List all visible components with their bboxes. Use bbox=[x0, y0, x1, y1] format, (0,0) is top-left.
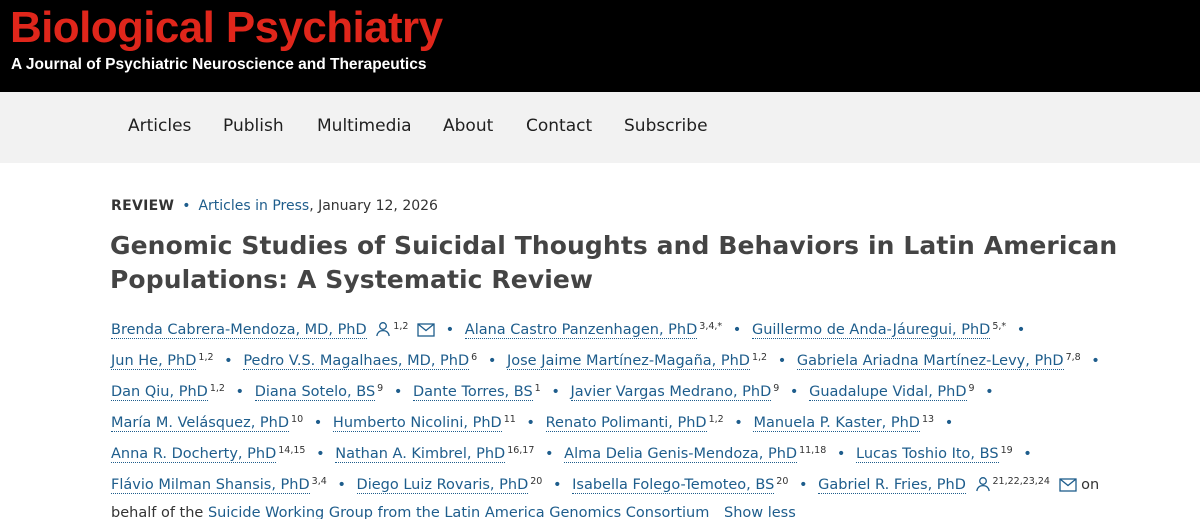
author-separator: • bbox=[1091, 353, 1100, 369]
author-separator: • bbox=[393, 384, 403, 400]
author-line bbox=[111, 499, 1186, 519]
author-separator: • bbox=[734, 415, 743, 431]
author-affiliation: 1 bbox=[534, 383, 541, 394]
author-list bbox=[111, 313, 1186, 519]
author-affiliation: 3,4 bbox=[311, 476, 327, 487]
author-separator: • bbox=[552, 477, 562, 493]
author-separator: • bbox=[316, 446, 325, 462]
person-icon[interactable] bbox=[975, 476, 991, 492]
author-affiliation: 6 bbox=[471, 352, 478, 363]
author-name[interactable]: María M. Velásquez, PhD bbox=[111, 415, 290, 431]
author-name[interactable]: Diana Sotelo, BS bbox=[254, 384, 376, 400]
author-separator: • bbox=[1023, 446, 1032, 462]
envelope-icon[interactable] bbox=[1059, 478, 1077, 492]
author-affiliation: 9 bbox=[377, 383, 384, 394]
author-affiliation: 9 bbox=[773, 383, 780, 394]
author-separator: • bbox=[1016, 322, 1026, 338]
author-name[interactable]: Javier Vargas Medrano, PhD bbox=[570, 384, 772, 400]
author-name[interactable]: Gabriel R. Fries, PhD bbox=[818, 477, 966, 493]
author-separator: • bbox=[732, 322, 742, 338]
author-separator: • bbox=[777, 353, 787, 369]
nav-contact[interactable]: Contact bbox=[526, 116, 593, 136]
author-name[interactable]: Pedro V.S. Magalhaes, MD, PhD bbox=[243, 353, 470, 369]
articles-in-press-link[interactable]: Articles in Press bbox=[198, 198, 310, 214]
author-name[interactable]: Jose Jaime Martínez-Magaña, PhD bbox=[506, 353, 750, 369]
author-affiliation: 14,15 bbox=[278, 445, 306, 456]
author-name[interactable]: Diego Luiz Rovaris, PhD bbox=[356, 477, 529, 493]
author-name[interactable]: Jun He, PhD bbox=[111, 353, 197, 369]
author-line bbox=[111, 344, 1186, 375]
behalf-text: behalf of the bbox=[111, 505, 204, 519]
author-affiliation: 10 bbox=[291, 414, 304, 425]
author-affiliation: 7,8 bbox=[1065, 352, 1081, 363]
nav-subscribe[interactable]: Subscribe bbox=[624, 116, 708, 136]
author-separator: • bbox=[526, 415, 535, 431]
author-separator: • bbox=[235, 384, 245, 400]
author-name[interactable]: Flávio Milman Shansis, PhD bbox=[111, 477, 310, 493]
working-group-link[interactable]: Suicide Working Group from the Latin America Genomics Consortium bbox=[208, 505, 709, 519]
author-name[interactable]: Gabriela Ariadna Martínez-Levy, PhD bbox=[796, 353, 1064, 369]
author-affiliation: 1,2 bbox=[708, 414, 724, 425]
on-text: on bbox=[1081, 477, 1100, 493]
author-name[interactable]: Guadalupe Vidal, PhD bbox=[809, 384, 967, 400]
meta-separator: • bbox=[182, 198, 191, 214]
author-separator: • bbox=[313, 415, 323, 431]
author-name[interactable]: Guillermo de Anda-Jáuregui, PhD bbox=[751, 322, 991, 338]
journal-logo-title[interactable]: Biological Psychiatry bbox=[10, 3, 443, 52]
main-nav bbox=[0, 92, 1200, 163]
author-separator: • bbox=[551, 384, 560, 400]
author-separator: • bbox=[985, 384, 994, 400]
author-affiliation: 3,4,* bbox=[699, 321, 723, 332]
nav-publish[interactable]: Publish bbox=[223, 116, 284, 136]
author-separator: • bbox=[789, 384, 799, 400]
nav-about[interactable]: About bbox=[443, 116, 494, 136]
author-separator: • bbox=[836, 446, 846, 462]
author-name[interactable]: Alana Castro Panzenhagen, PhD bbox=[464, 322, 698, 338]
author-separator: • bbox=[224, 353, 233, 369]
nav-articles[interactable]: Articles bbox=[128, 116, 192, 136]
author-separator: • bbox=[944, 415, 954, 431]
article-title: Genomic Studies of Suicidal Thoughts and Behaviors in Latin American Populations: A Systematic Review bbox=[110, 231, 1118, 294]
author-line bbox=[111, 375, 1186, 406]
author-affiliation: 11 bbox=[503, 414, 516, 425]
author-affiliation: 16,17 bbox=[507, 445, 535, 456]
article-meta bbox=[111, 196, 438, 216]
author-affiliation: 19 bbox=[1000, 445, 1013, 456]
author-separator: • bbox=[545, 446, 554, 462]
author-separator: • bbox=[445, 322, 455, 338]
author-affiliation: 1,2 bbox=[393, 321, 409, 332]
masthead bbox=[0, 0, 1200, 92]
envelope-icon[interactable] bbox=[417, 323, 435, 337]
author-affiliation: 11,18 bbox=[799, 445, 827, 456]
nav-multimedia[interactable]: Multimedia bbox=[317, 116, 412, 136]
author-affiliation: 20 bbox=[530, 476, 543, 487]
author-line bbox=[111, 468, 1186, 499]
author-name[interactable]: Nathan A. Kimbrel, PhD bbox=[335, 446, 506, 462]
author-separator: • bbox=[337, 477, 346, 493]
author-affiliation: 21,22,23,24 bbox=[992, 476, 1050, 487]
author-line bbox=[111, 406, 1186, 437]
person-icon[interactable] bbox=[375, 321, 391, 337]
author-affiliation: 1,2 bbox=[198, 352, 214, 363]
article-type-label: REVIEW bbox=[111, 198, 175, 214]
author-name[interactable]: Anna R. Docherty, PhD bbox=[111, 446, 277, 462]
author-name[interactable]: Isabella Folego-Temoteo, BS bbox=[572, 477, 775, 493]
author-name[interactable]: Brenda Cabrera-Mendoza, MD, PhD bbox=[111, 322, 367, 338]
publication-date: , January 12, 2026 bbox=[309, 198, 438, 214]
author-affiliation: 20 bbox=[776, 476, 789, 487]
author-separator: • bbox=[799, 477, 808, 493]
author-name[interactable]: Lucas Toshio Ito, BS bbox=[856, 446, 999, 462]
author-name[interactable]: Renato Polimanti, PhD bbox=[545, 415, 707, 431]
author-name[interactable]: Dante Torres, BS bbox=[413, 384, 533, 400]
author-affiliation: 13 bbox=[921, 414, 935, 425]
author-affiliation: 1,2 bbox=[751, 352, 768, 363]
show-less-button[interactable]: Show less bbox=[723, 505, 796, 519]
author-line bbox=[111, 437, 1186, 468]
author-name[interactable]: Alma Delia Genis-Mendoza, PhD bbox=[564, 446, 798, 462]
author-affiliation: 5,* bbox=[992, 321, 1007, 332]
author-affiliation: 9 bbox=[968, 383, 975, 394]
author-affiliation: 1,2 bbox=[209, 383, 225, 394]
author-name[interactable]: Manuela P. Kaster, PhD bbox=[753, 415, 920, 431]
author-name[interactable]: Humberto Nicolini, PhD bbox=[332, 415, 502, 431]
journal-subtitle: A Journal of Psychiatric Neuroscience and Therapeutics bbox=[11, 56, 427, 73]
author-name[interactable]: Dan Qiu, PhD bbox=[111, 384, 208, 400]
author-line bbox=[111, 313, 1186, 344]
author-separator: • bbox=[487, 353, 497, 369]
